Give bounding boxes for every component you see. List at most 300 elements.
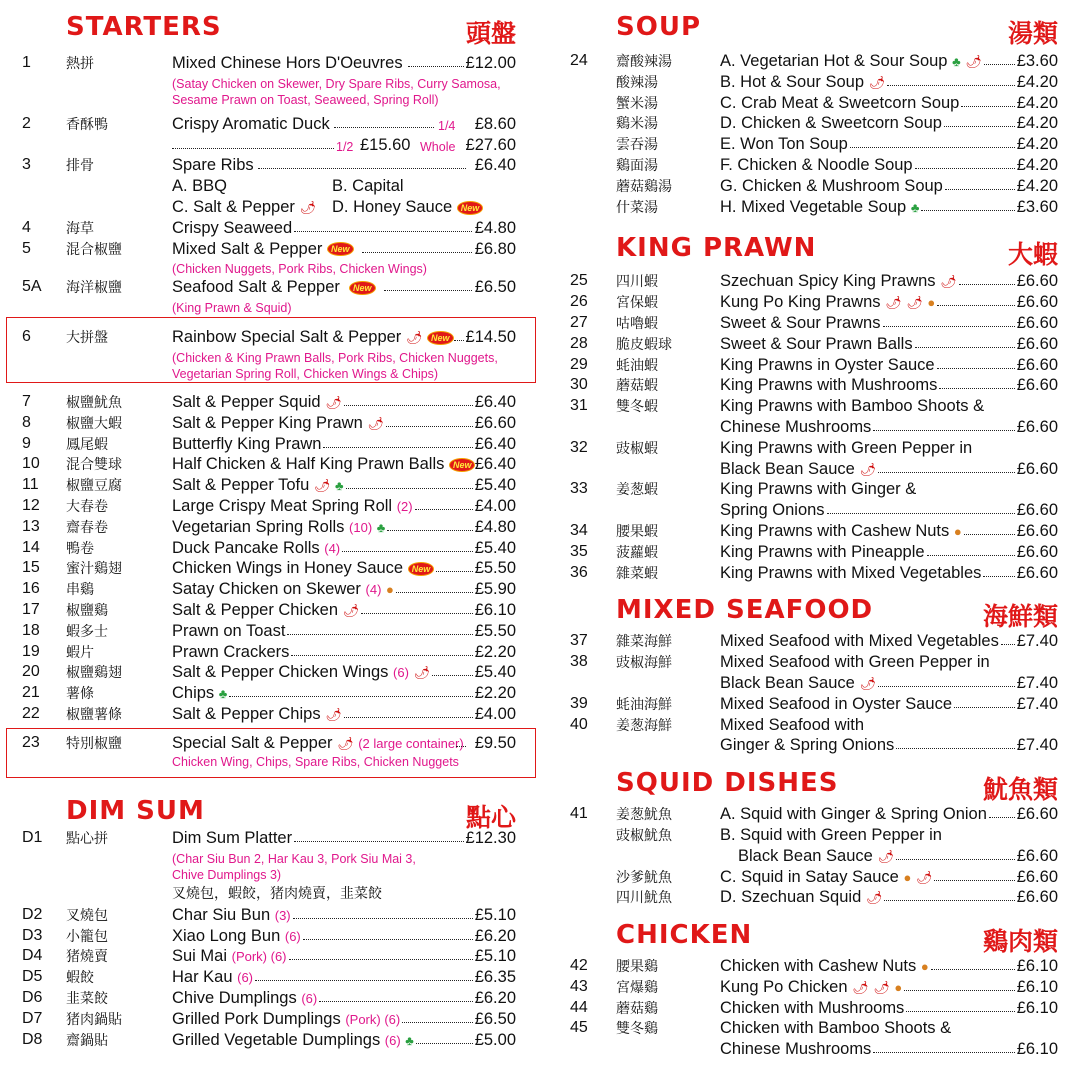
item-number: D7 (22, 1009, 43, 1027)
item-number: 9 (22, 434, 31, 452)
leader-dots (229, 696, 472, 697)
item-price: £6.60 (1016, 521, 1058, 540)
item-number: 33 (570, 480, 588, 498)
leader-dots (906, 1011, 1014, 1012)
mixed-seafood-header (560, 583, 1080, 632)
item-price: £6.10 (1016, 998, 1058, 1017)
vegetarian-leaf-icon: ♣ (218, 686, 228, 702)
item-number: 44 (570, 998, 588, 1016)
chicken-header (560, 908, 1080, 957)
item-price: £6.80 (474, 239, 516, 258)
item-name: Sui Mai (172, 947, 228, 966)
item-price: £6.60 (1016, 313, 1058, 332)
menu-item (0, 733, 546, 754)
item-chinese-name: 椒鹽魷魚 (66, 393, 122, 410)
leader-dots (934, 880, 1014, 881)
item-chinese-name: 姜葱魷魚 (616, 806, 672, 823)
leader-dots (945, 189, 1015, 190)
item-number: D3 (22, 926, 43, 944)
leader-dots (937, 368, 1015, 369)
item-note-row (0, 752, 546, 770)
item-name: A. Vegetarian Hot & Sour Soup (720, 52, 948, 70)
item-note: (Chicken Nuggets, Pork Ribs, Chicken Wings) (172, 262, 427, 277)
menu-item (0, 683, 546, 704)
item-number: 25 (570, 272, 588, 290)
item-name: Vegetarian Spring Rolls (172, 517, 345, 536)
item-chinese-name: 齋酸辣湯 (616, 53, 672, 69)
starters-list (0, 392, 546, 725)
item-name: King Prawns with Mushrooms (720, 376, 938, 395)
menu-item-continued (560, 417, 1080, 438)
item-number: 39 (570, 694, 588, 712)
section-title: SOUP (616, 12, 701, 42)
item-name: Prawn on Toast (172, 621, 286, 640)
item-price: £6.60 (1016, 459, 1058, 478)
leader-dots (904, 990, 1015, 991)
item-chinese-name: 叉燒包 (66, 906, 108, 923)
item-price: £6.40 (474, 455, 516, 474)
item-number: 14 (22, 538, 40, 556)
section-title-chinese: 鷄肉類 (982, 927, 1058, 957)
item-price: £5.10 (474, 905, 516, 924)
leader-dots (255, 980, 473, 981)
item-price: £6.20 (474, 988, 516, 1007)
new-badge: New (327, 242, 354, 256)
item-price: £6.40 (474, 434, 516, 453)
item-name: Crispy Seaweed (172, 218, 293, 237)
menu-item-continued (560, 735, 1080, 756)
item-number: 10 (22, 455, 40, 473)
menu-item (0, 828, 546, 849)
option-label: D. Honey Sauce (332, 197, 453, 216)
leader-dots (939, 388, 1014, 389)
starters-header (0, 0, 546, 46)
item-number: 24 (570, 52, 588, 69)
item-price: £4.80 (474, 218, 516, 237)
section-title: MIXED SEAFOOD (616, 595, 874, 626)
menu-item (560, 93, 1080, 114)
item-chinese-name: 豉椒魷魚 (616, 826, 672, 843)
item-name: Chicken with Bamboo Shoots & (720, 1019, 952, 1038)
item-name: Salt & Pepper Squid (172, 392, 321, 411)
new-badge: New (457, 201, 484, 215)
item-name: Chicken with Mushrooms (720, 998, 905, 1017)
item-price: £6.10 (1016, 1040, 1058, 1059)
item-name-continued: Chinese Mushrooms (720, 1040, 872, 1059)
leader-dots (944, 126, 1015, 127)
menu-item (0, 434, 546, 455)
item-name: Rainbow Special Salt & Pepper (172, 328, 402, 347)
menu-item (0, 621, 546, 642)
leader-dots (456, 746, 466, 747)
item-number: 32 (570, 438, 588, 456)
item-name: Chicken with Cashew Nuts (720, 957, 917, 976)
leader-dots (291, 655, 472, 656)
item-price: £14.50 (465, 328, 516, 347)
item-name: Sweet & Sour Prawns (720, 313, 881, 332)
menu-item (560, 631, 1080, 652)
item-number: 42 (570, 957, 588, 975)
item-price: £5.50 (474, 621, 516, 640)
nut-icon: ● (894, 979, 903, 995)
item-price: £9.50 (474, 734, 516, 752)
item-quantity: (6) (237, 970, 254, 986)
item-quantity: (2) (396, 498, 413, 514)
item-price: £4.80 (474, 517, 516, 536)
dimsum-list (0, 905, 546, 1051)
item-price: £6.10 (474, 600, 516, 619)
menu-item (560, 542, 1080, 563)
chili-icon: 🌶 (852, 979, 869, 995)
menu-item-continued (560, 459, 1080, 480)
item-price: £6.60 (1016, 272, 1058, 291)
item-note: (Chicken & King Prawn Balls, Pork Ribs, Chicken Nuggets, Vegetarian Spring Roll, Chicken Wings & Chips) (172, 350, 498, 381)
item-chinese-name: 蘑菇鷄湯 (616, 177, 672, 194)
item-price-row (0, 135, 546, 156)
leader-dots (402, 1022, 472, 1023)
menu-item (0, 905, 546, 926)
item-price: £6.50 (474, 278, 516, 297)
item-number: 1 (22, 54, 31, 71)
item-chinese-name: 大春卷 (66, 497, 108, 514)
item-note: (Satay Chicken on Skewer, Dry Spare Ribs, Curry Samosa, Sesame Prawn on Toast, Seaweed, Spring Roll) (172, 76, 501, 107)
chili-icon: 🌶 (940, 274, 957, 290)
item-name: King Prawns in Oyster Sauce (720, 355, 935, 374)
item-name: King Prawns with Bamboo Shoots & (720, 397, 985, 416)
item-name-continued: Chinese Mushrooms (720, 417, 872, 436)
item-number: 18 (22, 621, 40, 639)
item-number: 2 (22, 114, 31, 132)
vegetarian-leaf-icon: ♣ (405, 1032, 414, 1048)
menu-item (0, 218, 546, 239)
nut-icon: ● (903, 869, 912, 885)
item-chinese-name: 鳳尾蝦 (66, 435, 108, 452)
item-number: 28 (570, 334, 588, 352)
portion-label: 1/4 (438, 118, 456, 133)
leader-dots (915, 347, 1015, 348)
leader-dots (303, 939, 473, 940)
chili-icon: 🌶 (325, 394, 342, 410)
item-number: 21 (22, 684, 40, 702)
leader-dots (915, 168, 1015, 169)
menu-item-continued (560, 673, 1080, 694)
item-name: King Prawns with Mixed Vegetables (720, 563, 982, 582)
new-badge: New (449, 458, 476, 472)
leader-dots (432, 675, 473, 676)
item-number: D2 (22, 905, 43, 923)
menu-item (0, 967, 546, 988)
item-chinese-name: 姜葱蝦 (616, 481, 658, 498)
item-chinese-name: 海洋椒鹽 (66, 279, 122, 296)
item-number: 6 (22, 328, 31, 346)
item-price: £4.20 (1016, 176, 1058, 195)
item-number: D1 (22, 829, 43, 846)
leader-dots (984, 64, 1015, 65)
menu-item (0, 1030, 546, 1051)
menu-item (560, 396, 1080, 417)
item-price: £6.60 (1016, 376, 1058, 395)
leader-dots (416, 1043, 473, 1044)
leader-dots (884, 900, 1014, 901)
chili-icon: 🌶 (868, 74, 886, 90)
menu-item (560, 438, 1080, 459)
leader-dots (289, 959, 473, 960)
item-name: Mixed Chinese Hors D'Oeuvres (172, 54, 403, 72)
item-chinese-name: 宮爆鷄 (616, 978, 658, 995)
item-price: £15.60 (360, 135, 411, 154)
leader-dots (294, 841, 464, 842)
item-number: 8 (22, 413, 31, 431)
chili-icon: 🌶 (873, 979, 890, 995)
leader-dots (408, 66, 464, 67)
menu-item (0, 496, 546, 517)
item-name: Duck Pancake Rolls (172, 538, 320, 557)
menu-item (0, 392, 546, 413)
item-name: Char Siu Bun (172, 905, 271, 924)
leader-dots (878, 472, 1015, 473)
options-row (0, 176, 546, 197)
item-price: £5.40 (474, 663, 516, 682)
item-quantity: (3) (274, 907, 291, 923)
item-number: 23 (22, 734, 40, 751)
item-chinese-name: 鴨卷 (66, 539, 94, 556)
leader-dots (873, 1052, 1014, 1053)
leader-dots (931, 969, 1015, 970)
leader-dots (827, 513, 1015, 514)
leader-dots (959, 284, 1015, 285)
item-name: Seafood Salt & Pepper (172, 278, 340, 297)
item-chinese-name: 薯條 (66, 685, 94, 702)
item-name: E. Won Ton Soup (720, 135, 848, 154)
item-note-row (0, 849, 546, 883)
item-chinese-name: 四川蝦 (616, 273, 658, 290)
item-chinese-name: 咕嚕蝦 (616, 314, 658, 331)
item-number: 36 (570, 563, 588, 581)
item-chinese-name: 鷄米湯 (616, 115, 658, 132)
item-chinese-name: 猪肉鍋貼 (66, 1010, 122, 1027)
item-number: 34 (570, 521, 588, 539)
item-chinese-name: 椒鹽大蝦 (66, 414, 122, 431)
leader-dots (362, 252, 472, 253)
vegetarian-leaf-icon: ♣ (335, 478, 344, 494)
chicken-list (560, 956, 1080, 1060)
chili-icon: 🌶 (859, 461, 876, 477)
item-name: H. Mixed Vegetable Soup (720, 197, 907, 216)
item-chinese-name: 椒鹽鷄翅 (66, 664, 122, 681)
item-chinese-name: 椒鹽豆腐 (66, 477, 122, 494)
item-chinese-name: 蝦餃 (66, 969, 94, 986)
item-number: D4 (22, 947, 43, 965)
item-price: £5.00 (474, 1030, 516, 1049)
menu-item (560, 113, 1080, 134)
item-name: Mixed Seafood with (720, 715, 864, 734)
menu-item (0, 239, 546, 260)
item-price: £5.90 (474, 580, 516, 599)
item-number: D6 (22, 988, 43, 1006)
item-chinese-name: 混合雙球 (66, 456, 122, 473)
item-chinese-name: 混合椒鹽 (66, 240, 122, 257)
menu-item (560, 694, 1080, 715)
item-number: 22 (22, 704, 40, 722)
item-number: 27 (570, 313, 588, 331)
chili-icon: 🌶 (965, 54, 982, 69)
item-name: Special Salt & Pepper (172, 734, 333, 752)
leader-dots (896, 748, 1014, 749)
king-prawn-list (560, 271, 1080, 583)
section-title-chinese: 海鮮類 (982, 602, 1058, 632)
item-number: 5A (22, 278, 42, 296)
item-quantity: (Pork) (6) (345, 1011, 401, 1027)
leader-dots (954, 707, 1015, 708)
dimsum-header (0, 784, 546, 832)
item-price: £6.10 (1016, 957, 1058, 976)
item-chinese-name: 大拼盤 (66, 329, 108, 346)
leader-dots (896, 859, 1015, 860)
item-price: £6.60 (1016, 805, 1058, 824)
item-price: £6.60 (1016, 888, 1058, 907)
item-name: Chive Dumplings (172, 988, 297, 1007)
item-name: Dim Sum Platter (172, 829, 293, 847)
menu-item (560, 977, 1080, 998)
leader-dots (396, 592, 473, 593)
item-chinese-name: 海草 (66, 219, 94, 236)
item-chinese-name: 豉椒蝦 (616, 439, 658, 456)
leader-dots (258, 168, 466, 169)
item-note: Chicken Wing, Chips, Spare Ribs, Chicken Nuggets (172, 755, 459, 769)
item-price: £7.40 (1016, 673, 1058, 692)
item-name: A. Squid with Ginger & Spring Onion (720, 805, 987, 824)
menu-item-continued (560, 846, 1080, 867)
section-title-chinese: 點心 (465, 803, 516, 832)
chili-icon: 🌶 (413, 665, 431, 681)
item-chinese-name: 小籠包 (66, 927, 108, 944)
item-chinese-name: 腰果蝦 (616, 522, 658, 539)
item-quantity: (10) (349, 519, 373, 535)
item-quantity: (6) (393, 665, 409, 681)
soup-list (560, 51, 1080, 217)
item-name: Salt & Pepper King Prawn (172, 413, 363, 432)
item-quantity: (6) (384, 1032, 401, 1048)
item-name: D. Chicken & Sweetcorn Soup (720, 114, 942, 133)
item-price: £4.20 (1016, 114, 1058, 133)
item-name: King Prawns with Pineapple (720, 542, 925, 561)
leader-dots (415, 509, 473, 510)
item-chinese-name: 蘑菇蝦 (616, 377, 658, 394)
portion-label: Whole (420, 139, 456, 154)
item-chinese-name: 齋鍋貼 (66, 1031, 108, 1048)
item-price: £4.20 (1016, 72, 1058, 91)
option-label: C. Salt & Pepper (172, 197, 295, 216)
section-title: CHICKEN (616, 920, 753, 951)
item-price: £7.40 (1016, 632, 1058, 651)
item-name: Satay Chicken on Skewer (172, 580, 361, 599)
item-name: Salt & Pepper Chicken (172, 600, 339, 619)
item-price: £4.20 (1016, 155, 1058, 174)
leader-dots (294, 231, 472, 232)
item-number: 19 (22, 642, 40, 660)
item-note: (Char Siu Bun 2, Har Kau 3, Pork Siu Mai 3, Chive Dumplings 3) (172, 851, 416, 882)
menu-item (560, 72, 1080, 93)
item-number: D8 (22, 1030, 43, 1048)
leader-dots (961, 106, 1014, 107)
menu-item (0, 988, 546, 1009)
menu-item (560, 715, 1080, 736)
item-chinese-name: 串鷄 (66, 581, 94, 598)
chili-icon: 🌶 (865, 890, 883, 906)
menu-item (560, 867, 1080, 888)
section-title: KING PRAWN (616, 233, 817, 264)
item-price: £7.40 (1016, 736, 1058, 755)
item-price: £12.30 (465, 829, 516, 847)
chili-icon: 🌶 (885, 295, 902, 311)
item-price: £6.60 (1016, 417, 1058, 436)
chili-icon: 🌶 (342, 602, 360, 618)
menu-item (560, 355, 1080, 376)
item-chinese-name: 蚝油蝦 (616, 356, 658, 373)
menu-item (0, 114, 546, 135)
item-name: Szechuan Spicy King Prawns (720, 272, 936, 291)
item-chinese-name: 蟹米湯 (616, 94, 658, 111)
item-note-row (0, 348, 546, 392)
left-column (0, 0, 546, 1049)
chili-icon: 🌶 (877, 848, 894, 864)
item-name: Prawn Crackers (172, 642, 290, 661)
item-number: 20 (22, 663, 40, 681)
menu-item (560, 652, 1080, 673)
item-price: £2.20 (474, 642, 516, 661)
item-number: 29 (570, 355, 588, 373)
item-name: Mixed Salt & Pepper (172, 239, 323, 258)
item-chinese-name: 蚝油海鮮 (616, 695, 672, 712)
menu-item (560, 197, 1080, 218)
item-chinese-name: 猪燒賣 (66, 948, 108, 965)
item-price: £3.60 (1016, 52, 1058, 70)
menu-item (560, 51, 1080, 72)
item-name: B. Squid with Green Pepper in (720, 825, 942, 844)
item-chinese-name: 雙冬蝦 (616, 398, 658, 415)
item-quantity: (4) (365, 582, 382, 598)
nut-icon: ● (386, 582, 394, 598)
item-number: 15 (22, 559, 40, 577)
menu-item (0, 946, 546, 967)
item-price: £5.40 (474, 476, 516, 495)
menu-item (0, 642, 546, 663)
vegetarian-leaf-icon: ♣ (910, 199, 920, 215)
menu-item (560, 825, 1080, 846)
item-number: 11 (22, 476, 39, 494)
item-chinese-name: 雜菜蝦 (616, 564, 658, 581)
menu-item-continued (560, 500, 1080, 521)
item-note-row (0, 298, 546, 316)
item-chinese-name: 什菜湯 (616, 198, 658, 215)
item-chinese-name: 姜葱海鮮 (616, 716, 672, 733)
item-number: 38 (570, 653, 588, 671)
item-price: £3.60 (1016, 197, 1058, 216)
menu-item (0, 454, 546, 475)
item-price: £4.00 (474, 704, 516, 723)
vegetarian-leaf-icon: ♣ (376, 519, 386, 535)
item-name: Salt & Pepper Chips (172, 704, 321, 723)
item-chinese-name: 雲吞湯 (616, 136, 658, 153)
item-price: £4.00 (474, 496, 516, 515)
nut-icon: ● (953, 523, 962, 539)
item-number: 37 (570, 632, 588, 650)
menu-item (0, 558, 546, 579)
menu-item (0, 1009, 546, 1030)
item-price: £6.40 (474, 156, 516, 175)
leader-dots (921, 210, 1014, 211)
item-price: £6.60 (1016, 846, 1058, 865)
